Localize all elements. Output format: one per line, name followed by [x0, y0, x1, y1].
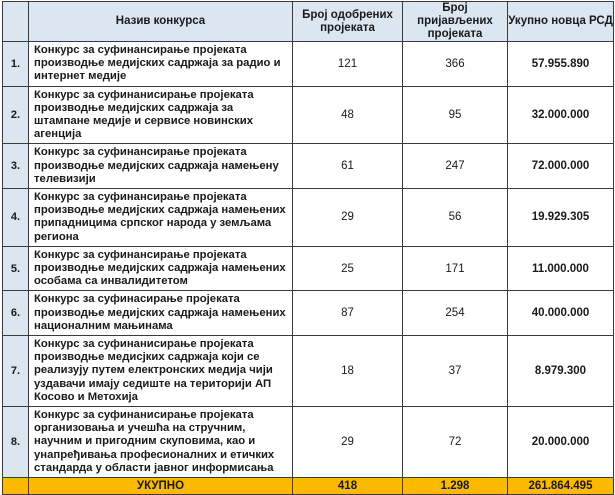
- column-header-number: [3, 2, 29, 42]
- competition-name: Конкурс за суфинансирање пројеката производње медијских садржаја намењену телевизији: [29, 144, 293, 189]
- row-number: 4.: [3, 189, 29, 247]
- competition-name: Конкурс за суфинанисирање пројеката производње медисјких садржаја који се реализују путем електронских медија чији уздавачи имају седиште на територији АП Косово и Метохија: [29, 336, 293, 407]
- table-footer: [3, 478, 614, 495]
- table-row: [3, 336, 614, 407]
- submitted-projects-count: 247: [403, 144, 508, 189]
- competition-name: Конкурс за суфинансирање пројеката производње медијских садржаја намењених особама са инвалидитетом: [29, 246, 293, 291]
- table-row: [3, 42, 614, 87]
- submitted-projects-count: 56: [403, 189, 508, 247]
- total-amount-value: 11.000.000: [508, 246, 614, 291]
- table-row: [3, 144, 614, 189]
- table-row: [3, 189, 614, 247]
- submitted-projects-count: 366: [403, 42, 508, 87]
- total-approved-projects: 418: [293, 478, 403, 495]
- table-body: [3, 42, 614, 478]
- total-row-number-cell: [3, 478, 29, 495]
- table-row: [3, 291, 614, 336]
- column-header-approved-projects: Број одобрених пројеката: [293, 2, 403, 42]
- submitted-projects-count: 37: [403, 336, 508, 407]
- competition-name: Конкурс за суфинансирање пројеката производње медијских садржаја намењених припадницима српског народа у земљама региона: [29, 189, 293, 247]
- submitted-projects-count: 171: [403, 246, 508, 291]
- competition-name: Конкурс за суфинасирање пројеката производње медијских садржаја намењених националним мањинама: [29, 291, 293, 336]
- competition-name: Конкурс за суфинансирање пројеката производње медијских садржаја за радио и интернет медије: [29, 42, 293, 87]
- total-amount: 261.864.495: [508, 478, 614, 495]
- competition-name: Конкурс за суфинанисирање пројеката организовања и учешћа на стручним, научним и пригодним скуповима, као и унапређивања професионалних и етичких стандарда у области јавног информисања: [29, 407, 293, 478]
- approved-projects-count: 29: [293, 407, 403, 478]
- approved-projects-count: 18: [293, 336, 403, 407]
- approved-projects-count: 61: [293, 144, 403, 189]
- total-amount-value: 19.929.305: [508, 189, 614, 247]
- row-number: 1.: [3, 42, 29, 87]
- header-row: [3, 2, 614, 42]
- submitted-projects-count: 254: [403, 291, 508, 336]
- row-number: 8.: [3, 407, 29, 478]
- total-amount-value: 32.000.000: [508, 86, 614, 144]
- total-row: [3, 478, 614, 495]
- column-header-submitted-projects: Број пријављених пројеката: [403, 2, 508, 42]
- total-amount-value: 72.000.000: [508, 144, 614, 189]
- approved-projects-count: 121: [293, 42, 403, 87]
- total-submitted-projects: 1.298: [403, 478, 508, 495]
- total-amount-value: 8.979.300: [508, 336, 614, 407]
- submitted-projects-count: 72: [403, 407, 508, 478]
- total-label: УКУПНО: [29, 478, 293, 495]
- row-number: 7.: [3, 336, 29, 407]
- column-header-competition-name: Назив конкурса: [29, 2, 293, 42]
- total-amount-value: 20.000.000: [508, 407, 614, 478]
- competition-name: Конкурс за суфинанисирање пројеката производње медијских садржаја за штампане медије и сервисе новинских агенција: [29, 86, 293, 144]
- table-row: [3, 246, 614, 291]
- grants-summary-table: [2, 1, 614, 495]
- approved-projects-count: 87: [293, 291, 403, 336]
- total-amount-value: 40.000.000: [508, 291, 614, 336]
- total-amount-value: 57.955.890: [508, 42, 614, 87]
- row-number: 3.: [3, 144, 29, 189]
- row-number: 5.: [3, 246, 29, 291]
- approved-projects-count: 25: [293, 246, 403, 291]
- approved-projects-count: 48: [293, 86, 403, 144]
- approved-projects-count: 29: [293, 189, 403, 247]
- column-header-total-amount: Укупно новца РСД: [508, 2, 614, 42]
- submitted-projects-count: 95: [403, 86, 508, 144]
- table-container: [0, 1, 615, 493]
- table-header: [3, 2, 614, 42]
- row-number: 2.: [3, 86, 29, 144]
- row-number: 6.: [3, 291, 29, 336]
- table-row: [3, 407, 614, 478]
- table-row: [3, 86, 614, 144]
